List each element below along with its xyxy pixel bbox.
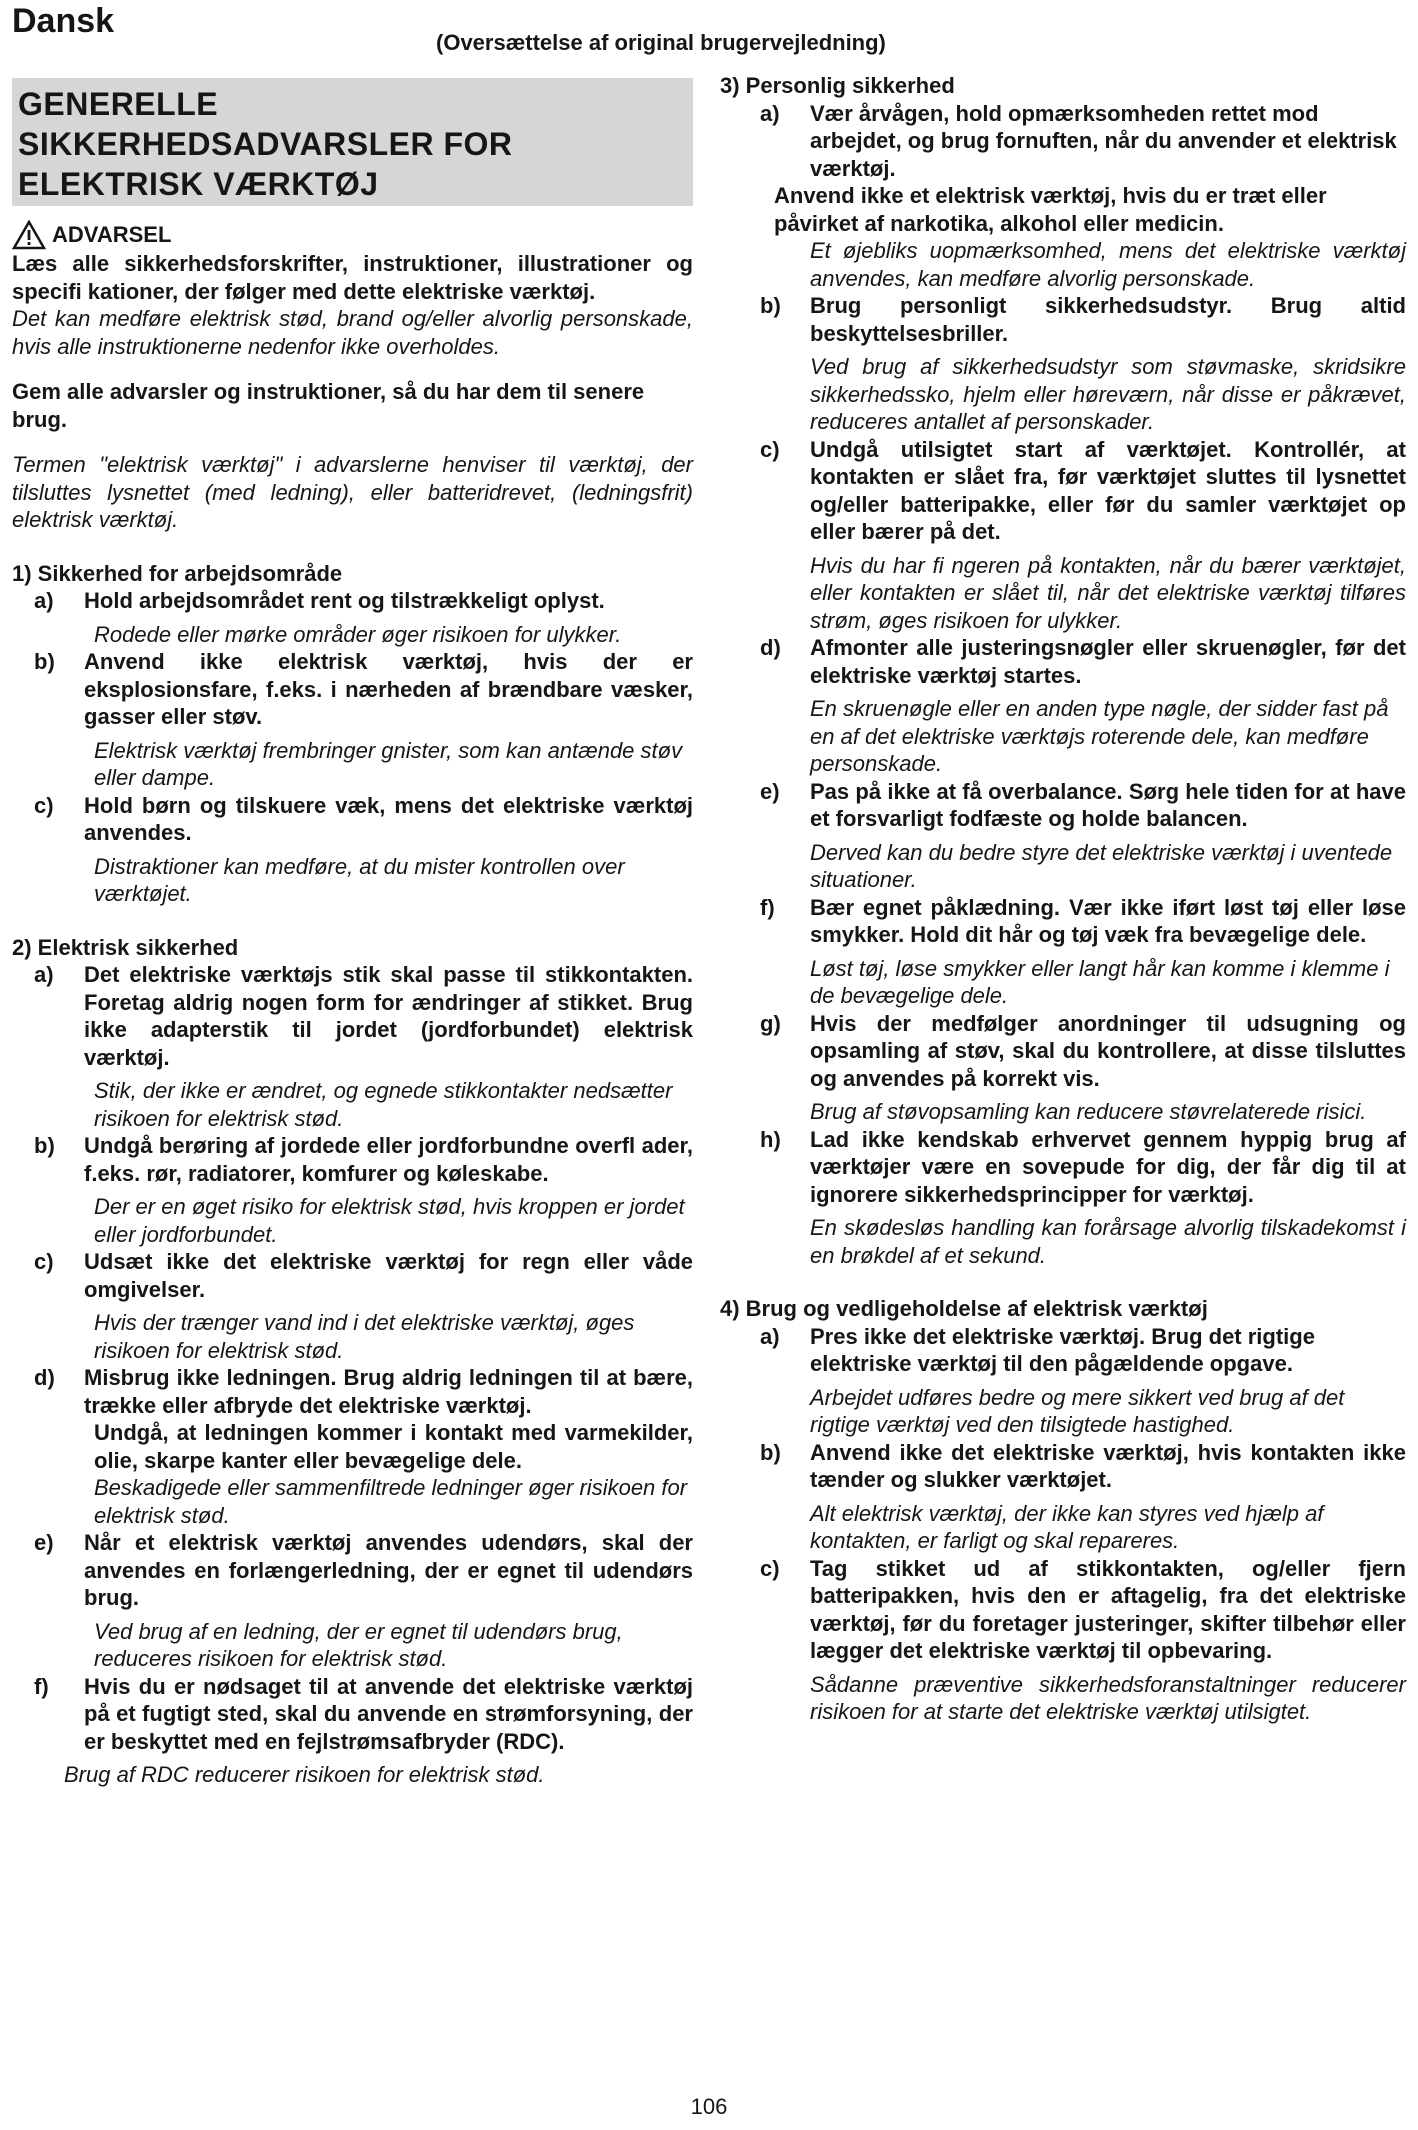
- warning-heading: [12, 220, 693, 250]
- keep-instructions: Gem alle advarsler og instruktioner, så du har dem til senere brug.: [12, 379, 645, 432]
- item-description: Hvis der trænger vand ind i det elektriske værktøj, øges risikoen for elektrisk stød.: [94, 1310, 635, 1363]
- item-description: Brug af RDC reducerer risikoen for elektrisk stød.: [64, 1762, 545, 1787]
- section-2-title: 2) Elektrisk sikkerhed: [12, 934, 239, 960]
- item-description: Hvis du har fi ngeren på kontakten, når du bærer værktøjet, eller kontakten er slået til, når det elektriske værktøj tilføres strøm, øges risikoen for ulykker.: [810, 552, 1406, 633]
- item-description: Derved kan du bedre styre det elektriske værktøj i uventede situationer.: [810, 839, 1393, 892]
- item-extra: Undgå, at ledningen kommer i kontakt med varmekilder, olie, skarpe kanter eller bevægelige dele.: [94, 1420, 693, 1473]
- section-1-title: 1) Sikkerhed for arbejdsområde: [12, 560, 343, 586]
- list-item: d) Misbrug ikke ledningen. Brug aldrig ledningen til at bære, trække eller afbryde det elektriske værktøj.: [34, 1365, 693, 1418]
- section-3-title: 3) Personlig sikkerhed: [720, 73, 955, 98]
- list-item: c) Udsæt ikke det elektriske værktøj for regn eller våde omgivelser.: [34, 1249, 693, 1302]
- list-item: d) Afmonter alle justeringsnøgler eller skruenøgler, før det elektriske værktøj startes.: [760, 635, 1406, 688]
- list-item: f) Hvis du er nødsaget til at anvende det elektriske værktøj på et fugtigt sted, skal du anvende en strømforsyning, der er beskyttet med en fejlstrømsafbryder (RDC).: [34, 1673, 693, 1754]
- list-item: g) Hvis der medfølger anordninger til udsugning og opsamling af støv, skal du kontrollere, at disse tilsluttes og anvendes på korrekt vis.: [760, 1010, 1406, 1091]
- item-description: Ved brug af sikkerhedsudstyr som støvmaske, skridsikre sikkerhedssko, hjelm eller høreværn, når disse er påkrævet, reduceres antallet af personskader.: [810, 354, 1406, 434]
- item-description: En skødesløs handling kan forårsage alvorlig tilskadekomst i en brøkdel af et sekund.: [810, 1215, 1406, 1268]
- item-description: Elektrisk værktøj frembringer gnister, som kan antænde støv eller dampe.: [94, 737, 683, 790]
- list-item: e) Pas på ikke at få overbalance. Sørg hele tiden for at have et forsvarligt fodfæste og holde balancen.: [760, 778, 1406, 831]
- item-description: Løst tøj, løse smykker eller langt hår kan komme i klemme i de bevægelige dele.: [810, 955, 1390, 1008]
- item-description: Et øjebliks uopmærksomhed, mens det elektriske værktøj anvendes, kan medføre alvorlig personskade.: [810, 238, 1406, 291]
- item-description: Arbejdet udføres bedre og mere sikkert ved brug af det rigtige værktøj ved den tilsigtede hastighed.: [810, 1384, 1345, 1437]
- list-item: c) Undgå utilsigtet start af værktøjet. Kontrollér, at kontakten er slået fra, før værktøjet sluttes til lysnettet og/eller batteripakke, eller før du samler værktøjet op eller bærer på det.: [760, 436, 1406, 544]
- item-description: Stik, der ikke er ændret, og egnede stikkontakter nedsætter risikoen for elektrisk stød.: [94, 1078, 673, 1131]
- item-description: Rodede eller mørke områder øger risikoen for ulykker.: [94, 621, 622, 647]
- list-item: e) Når et elektrisk værktøj anvendes udendørs, skal der anvendes en forlængerledning, der er egnet til udendørs brug.: [34, 1530, 693, 1610]
- title-line-2: SIKKERHEDSADVARSLER FOR: [18, 126, 513, 162]
- list-item: a) Det elektriske værktøjs stik skal passe til stikkontakten. Foretag aldrig nogen form for ændringer af stikket. Brug ikke adapterstik til jordet (jordforbundet) elektrisk værktøj.: [34, 962, 693, 1070]
- title-line-1: GENERELLE: [18, 86, 219, 122]
- item-description: En skruenøgle eller en anden type nøgle, der sidder fast på en af det elektriske værktøjs roterende dele, kan medføre personskade.: [810, 696, 1389, 776]
- page-title: [12, 78, 693, 206]
- list-item: c) Tag stikket ud af stikkontakten, og/eller fjern batteripakken, hvis den er aftagelig, fra det elektriske værktøj, før du foretager justeringer, skifter tilbehør eller lægger det elektriske værktøj til opbevaring.: [760, 1555, 1406, 1663]
- warning-label: ADVARSEL: [52, 222, 172, 248]
- list-item: b) Brug personligt sikkerhedsudstyr. Brug altid beskyttelsesbriller.: [760, 293, 1406, 346]
- list-item: b) Undgå berøring af jordede eller jordforbundne overfl ader, f.eks. rør, radiatorer, komfurer og køleskabe.: [34, 1133, 693, 1186]
- list-item: b) Anvend ikke det elektriske værktøj, hvis kontakten ikke tænder og slukker værktøjet.: [760, 1439, 1406, 1492]
- item-description: Distraktioner kan medføre, at du mister kontrollen over værktøjet.: [94, 853, 625, 906]
- list-item: f) Bær egnet påklædning. Vær ikke iført løst tøj eller løse smykker. Hold dit hår og tøj væk fra bevægelige dele.: [760, 894, 1406, 947]
- warning-intro: Læs alle sikkerhedsforskrifter, instruktioner, illustrationer og specifi kationer, der følger med dette elektriske værktøj.: [12, 251, 693, 304]
- item-description: Sådanne præventive sikkerhedsforanstaltninger reducerer risikoen for at starte det elektriske værktøj utilsigtet.: [810, 1671, 1406, 1724]
- item-description: Alt elektrisk værktøj, der ikke kan styres ved hjælp af kontakten, er farligt og skal repareres.: [810, 1500, 1324, 1553]
- title-line-3: ELEKTRISK VÆRKTØJ: [18, 166, 379, 202]
- item-description: Brug af støvopsamling kan reducere støvrelaterede risici.: [810, 1099, 1367, 1124]
- left-column: [12, 220, 693, 1789]
- language-label: Dansk: [12, 2, 115, 40]
- list-item: a) Vær årvågen, hold opmærksomheden rettet mod arbejdet, og brug fornuften, når du anvender et elektrisk værktøj.: [760, 100, 1397, 181]
- list-item: a) Pres ikke det elektriske værktøj. Brug det rigtige elektriske værktøj til den pågældende opgave.: [760, 1323, 1315, 1376]
- item-extra: Anvend ikke et elektrisk værktøj, hvis du er træt eller påvirket af narkotika, alkohol eller medicin.: [774, 183, 1327, 236]
- item-description: Beskadigede eller sammenfiltrede ledninger øger risikoen for elektrisk stød.: [94, 1475, 688, 1528]
- list-item: c) Hold børn og tilskuere væk, mens det elektriske værktøj anvendes.: [34, 792, 693, 845]
- right-column: [720, 72, 1406, 1726]
- section-4-title: 4) Brug og vedligeholdelse af elektrisk værktøj: [720, 1296, 1208, 1321]
- list-item: b) Anvend ikke elektrisk værktøj, hvis der er eksplosionsfare, f.eks. i nærheden af brændbare væsker, gasser eller støv.: [34, 649, 693, 729]
- warning-consequence: Det kan medføre elektrisk stød, brand og/eller alvorlig personskade, hvis alle instruktionerne nedenfor ikke overholdes.: [12, 306, 693, 359]
- list-item: h) Lad ikke kendskab erhvervet gennem hyppig brug af værktøjer være en sovepude for dig, der får dig til at ignorere sikkerhedsprincipper for værktøj.: [760, 1126, 1406, 1207]
- term-definition: Termen "elektrisk værktøj" i advarslerne henviser til værktøj, der tilsluttes lysnettet (med ledning), eller batteridrevet, (ledningsfrit) elektrisk værktøj.: [12, 452, 693, 532]
- page-number: 106: [690, 2094, 728, 2119]
- item-description: Ved brug af en ledning, der er egnet til udendørs brug, reduceres risikoen for elektrisk stød.: [94, 1618, 623, 1671]
- list-item: a) Hold arbejdsområdet rent og tilstrækkeligt oplyst.: [34, 588, 605, 613]
- item-description: Der er en øget risiko for elektrisk stød, hvis kroppen er jordet eller jordforbundet.: [94, 1194, 685, 1247]
- warning-triangle-icon: [12, 220, 46, 250]
- document-subtitle: (Oversættelse af original brugervejledning): [436, 30, 886, 55]
